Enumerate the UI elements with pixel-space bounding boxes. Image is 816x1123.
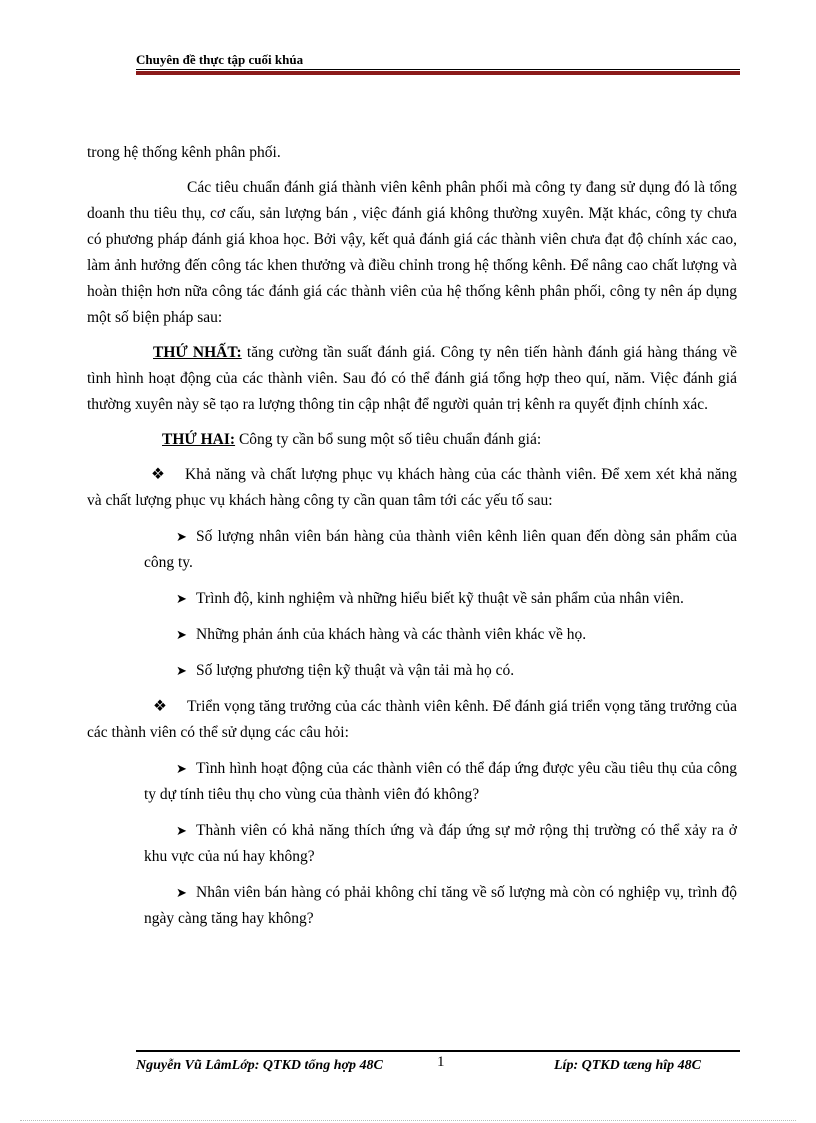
list-item-text: Tình hình hoạt động của các thành viên có thể đáp ứng được yêu cầu tiêu thụ của công ty dự tính tiêu thụ cho vùng của thành viên đó không? <box>144 760 737 803</box>
arrow-bullet-icon: ➤ <box>176 591 187 606</box>
list-item-text: Thành viên có khả năng thích ứng và đáp ứng sự mở rộng thị trường có thể xảy ra ở khu vực của nú hay không? <box>144 822 737 865</box>
arrow-bullet-icon: ➤ <box>176 529 187 544</box>
diamond-bullet-icon: ❖ <box>153 698 167 715</box>
diamond-bullet-icon: ❖ <box>151 466 165 483</box>
header-rule-thick <box>136 71 740 75</box>
arrow-bullet-icon: ➤ <box>176 663 187 678</box>
list-item-text: Nhân viên bán hàng có phải không chỉ tăng về số lượng mà còn có nghiệp vụ, trình độ ngày càng tăng hay không? <box>144 884 737 927</box>
paragraph-first-measure <box>87 340 737 418</box>
page-number: 1 <box>437 1054 445 1070</box>
arrow-bullet-icon: ➤ <box>176 885 187 900</box>
bullet-text: Triển vọng tăng trưởng của các thành viên kênh. Để đánh giá triển vọng tăng trưởng của các thành viên có thể sử dụng các câu hỏi: <box>87 698 737 741</box>
second-measure-label: THỨ HAI: <box>162 431 236 448</box>
paragraph-evaluation-criteria: Các tiêu chuẩn đánh giá thành viên kênh phân phối mà công ty đang sử dụng đó là tổng doanh thu tiêu thụ, cơ cấu, sản lượng bán , việc đánh giá không thường xuyên. Mặt khác, công ty chưa có phương pháp đánh giá khoa học. Bởi vậy, kết quả đánh giá các thành viên chưa đạt độ chính xác cao, làm ảnh hưởng đến công tác khen thưởng và điều chỉnh trong hệ thống kênh. Để nâng cao chất lượng và hoàn thiện hơn nữa công tác đánh giá các thành viên của hệ thống kênh phân phối, công ty nên áp dụng một số biện pháp sau: <box>87 179 737 326</box>
arrow-bullet-icon: ➤ <box>176 823 187 838</box>
list-item <box>144 756 737 808</box>
header-title: Chuyên đề thực tập cuối khúa <box>136 52 304 67</box>
list-item-text: Số lượng nhân viên bán hàng của thành viên kênh liên quan đến dòng sản phẩm của công ty. <box>144 528 737 571</box>
first-measure-text: tăng cường tần suất đánh giá. Công ty nên tiến hành đánh giá hàng tháng về tình hình hoạt động của các thành viên. Sau đó có thể đánh giá tổng hợp theo quí, năm. Việc đánh giá thường xuyên này sẽ tạo ra lượng thông tin cập nhật để người quản trị kênh ra quyết định chính xác. <box>87 344 737 413</box>
footer-author: Nguyễn Vũ LâmLớp: QTKD tổng hợp 48C <box>136 1058 383 1073</box>
header-rule-thin <box>136 69 740 70</box>
bullet-growth-prospects <box>87 694 737 746</box>
arrow-bullet-icon: ➤ <box>176 761 187 776</box>
paragraph-continuation: trong hệ thống kênh phân phối. <box>87 144 281 161</box>
list-item-text: Những phản ánh của khách hàng và các thành viên khác về họ. <box>196 626 587 643</box>
list-item <box>144 622 737 648</box>
paragraph-second-measure <box>87 427 737 453</box>
footer-class: Líp: QTKD tæng hîp 48C <box>554 1058 702 1073</box>
arrow-bullet-icon: ➤ <box>176 627 187 642</box>
list-item-text: Trình độ, kinh nghiệm và những hiểu biết kỹ thuật về sản phẩm của nhân viên. <box>196 590 684 607</box>
list-item <box>144 880 737 932</box>
bullet-text: Khả năng và chất lượng phục vụ khách hàng của các thành viên. Để xem xét khả năng và chất lượng phục vụ khách hàng công ty cần quan tâm tới các yếu tố sau: <box>87 466 737 509</box>
page-edge-divider <box>20 1120 796 1121</box>
list-item-text: Số lượng phương tiện kỹ thuật và vận tải mà họ có. <box>196 662 515 679</box>
first-measure-label: THỨ NHẤT: <box>153 344 242 361</box>
second-measure-text: Công ty cần bổ sung một số tiêu chuẩn đánh giá: <box>235 431 542 448</box>
bullet-service-quality <box>87 462 737 514</box>
list-item <box>144 524 737 576</box>
list-item <box>144 818 737 870</box>
document-body <box>87 140 737 942</box>
list-item <box>144 586 737 612</box>
footer-rule <box>136 1050 740 1052</box>
list-item <box>144 658 737 684</box>
